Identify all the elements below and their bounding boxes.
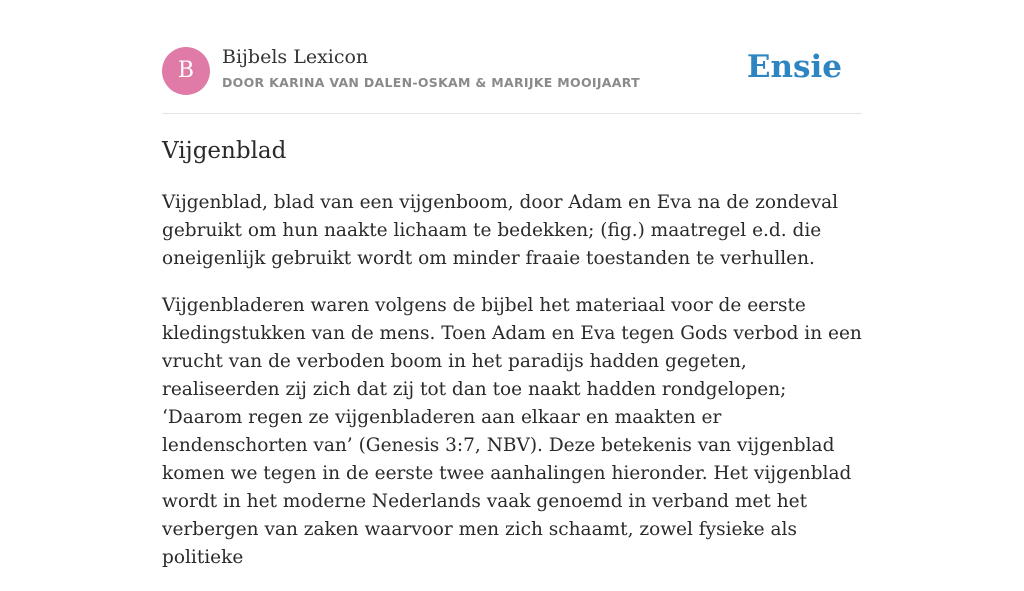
book-title-link[interactable]: Bijbels Lexicon: [222, 46, 369, 68]
book-avatar[interactable]: B: [162, 47, 210, 95]
ensie-logo[interactable]: Ensie: [746, 49, 842, 85]
book-authors: DOOR KARINA VAN DALEN-OSKAM & MARIJKE MOOIJAART: [222, 75, 640, 90]
article-title: Vijgenblad: [162, 138, 287, 164]
article-body: [162, 189, 868, 591]
article-paragraph: Vijgenbladeren waren volgens de bijbel het materiaal voor de eerste kledingstukken van de mens. Toen Adam en Eva tegen Gods verbod in een vrucht van de verboden boom in het paradijs hadden gegeten, realiseerden zij zich dat zij tot dan toe naakt hadden rondgelopen; ‘Daarom regen ze vijgenbladeren aan elkaar en maakten er lendenschorten van’ (Genesis 3:7, NBV). Deze betekenis van vijgenblad komen we tegen in de eerste twee aanhalingen hieronder. Het vijgenblad wordt in het moderne Nederlands vaak genoemd in verband met het verbergen van zaken waarvoor men zich schaamt, zowel fysieke als politieke: [162, 295, 862, 568]
article-paragraph: Vijgenblad, blad van een vijgenboom, door Adam en Eva na de zondeval gebruikt om hun naakte lichaam te bedekken; (fig.) maatregel e.d. die oneigenlijk gebruikt wordt om minder fraaie toestanden te verhullen.: [162, 192, 839, 269]
book-header: [162, 46, 862, 96]
header-divider: [162, 113, 862, 114]
